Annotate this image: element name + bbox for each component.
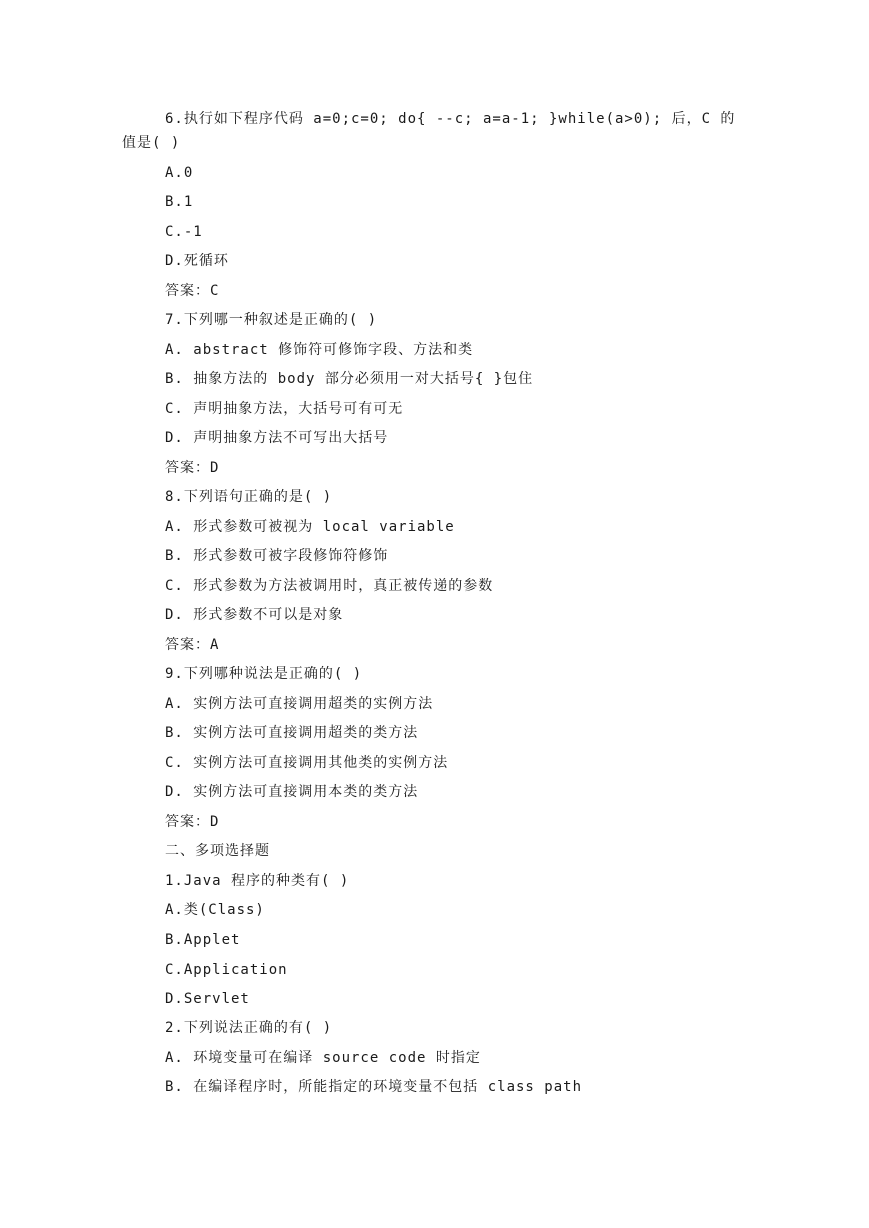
multi-question-1-option-a: A.类(Class)	[165, 902, 265, 918]
question-7-option-a: A. abstract 修饰符可修饰字段、方法和类	[165, 342, 474, 358]
question-7-answer: 答案：D	[165, 460, 220, 476]
multi-question-2-option-a: A. 环境变量可在编译 source code 时指定	[165, 1050, 481, 1066]
question-9-option-a: A. 实例方法可直接调用超类的实例方法	[165, 696, 434, 712]
question-6-option-b: B.1	[165, 194, 194, 210]
question-8-option-d: D. 形式参数不可以是对象	[165, 607, 344, 623]
multi-question-1-option-b: B.Applet	[165, 932, 241, 948]
question-9-option-c: C. 实例方法可直接调用其他类的实例方法	[165, 755, 449, 771]
question-6-answer: 答案：C	[165, 283, 220, 299]
question-6-text: 6.执行如下程序代码 a=0;c=0; do{ --c; a=a-1; }while(a>0); 后，C 的	[165, 111, 736, 127]
question-7-option-b: B. 抽象方法的 body 部分必须用一对大括号{ }包住	[165, 371, 534, 387]
question-7-text: 7.下列哪一种叙述是正确的( )	[165, 312, 378, 328]
question-6-text-continued: 值是( )	[122, 135, 181, 151]
multi-question-1-text: 1.Java 程序的种类有( )	[165, 873, 350, 889]
multi-question-2-option-b: B. 在编译程序时，所能指定的环境变量不包括 class path	[165, 1079, 583, 1095]
section-heading-multiple-choice: 二、多项选择题	[165, 843, 270, 859]
question-9-option-b: B. 实例方法可直接调用超类的类方法	[165, 725, 419, 741]
question-9-text: 9.下列哪种说法是正确的( )	[165, 666, 363, 682]
question-7-option-c: C. 声明抽象方法，大括号可有可无	[165, 401, 404, 417]
question-8-option-b: B. 形式参数可被字段修饰符修饰	[165, 548, 389, 564]
question-6-option-d: D.死循环	[165, 253, 229, 269]
question-9-option-d: D. 实例方法可直接调用本类的类方法	[165, 784, 419, 800]
multi-question-1-option-c: C.Application	[165, 962, 288, 978]
multi-question-1-option-d: D.Servlet	[165, 991, 250, 1007]
question-8-option-c: C. 形式参数为方法被调用时，真正被传递的参数	[165, 578, 494, 594]
question-9-answer: 答案：D	[165, 814, 220, 830]
question-6-option-c: C.-1	[165, 224, 203, 240]
question-8-text: 8.下列语句正确的是( )	[165, 489, 333, 505]
multi-question-2-text: 2.下列说法正确的有( )	[165, 1020, 333, 1036]
question-6-option-a: A.0	[165, 165, 194, 181]
question-8-option-a: A. 形式参数可被视为 local variable	[165, 519, 455, 535]
question-7-option-d: D. 声明抽象方法不可写出大括号	[165, 430, 389, 446]
question-8-answer: 答案：A	[165, 637, 220, 653]
